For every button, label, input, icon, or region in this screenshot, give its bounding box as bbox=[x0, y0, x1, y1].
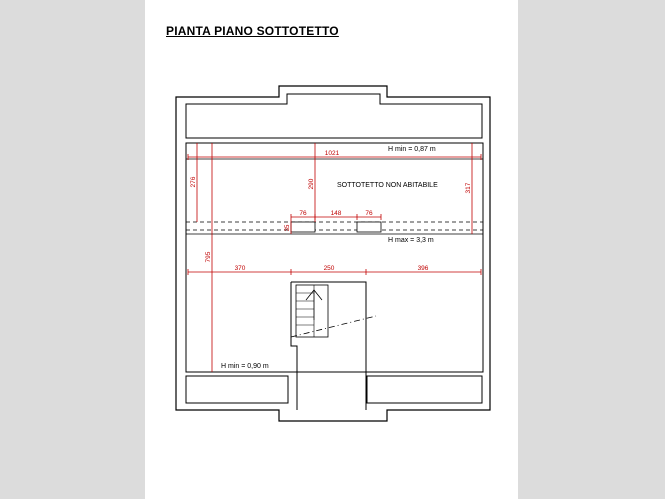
dim-overall-width: 1021 bbox=[324, 150, 340, 157]
dim-window-right: 76 bbox=[365, 210, 373, 217]
dim-bottom-left: 370 bbox=[234, 265, 246, 272]
dim-total-depth: 795 bbox=[205, 251, 212, 263]
dim-left-height: 276 bbox=[190, 176, 197, 188]
dim-bottom-mid: 250 bbox=[323, 265, 335, 272]
window-right bbox=[357, 222, 381, 232]
stair-cut-line bbox=[291, 316, 376, 337]
label-hmax: H max = 3,3 m bbox=[388, 237, 434, 244]
dim-mid-height: 290 bbox=[308, 178, 315, 190]
dim-small-height: 35 bbox=[285, 224, 291, 232]
dim-bottom-right: 396 bbox=[417, 265, 429, 272]
outer-wall-outline bbox=[176, 86, 490, 421]
dim-window-left: 76 bbox=[299, 210, 307, 217]
inner-wall-outline bbox=[186, 94, 482, 138]
attic-room bbox=[186, 143, 483, 372]
bottom-right-box bbox=[367, 376, 482, 403]
label-zone: SOTTOTETTO NON ABITABILE bbox=[337, 182, 438, 189]
window-left bbox=[291, 222, 315, 232]
page-title: PIANTA PIANO SOTTOTETTO bbox=[166, 24, 339, 38]
label-hmin-bottom: H min = 0,90 m bbox=[221, 363, 269, 370]
dim-between-windows: 148 bbox=[330, 210, 342, 217]
label-hmin-top: H min = 0,87 m bbox=[388, 146, 436, 153]
bottom-left-box bbox=[186, 376, 288, 403]
dim-right-height: 317 bbox=[465, 182, 472, 194]
